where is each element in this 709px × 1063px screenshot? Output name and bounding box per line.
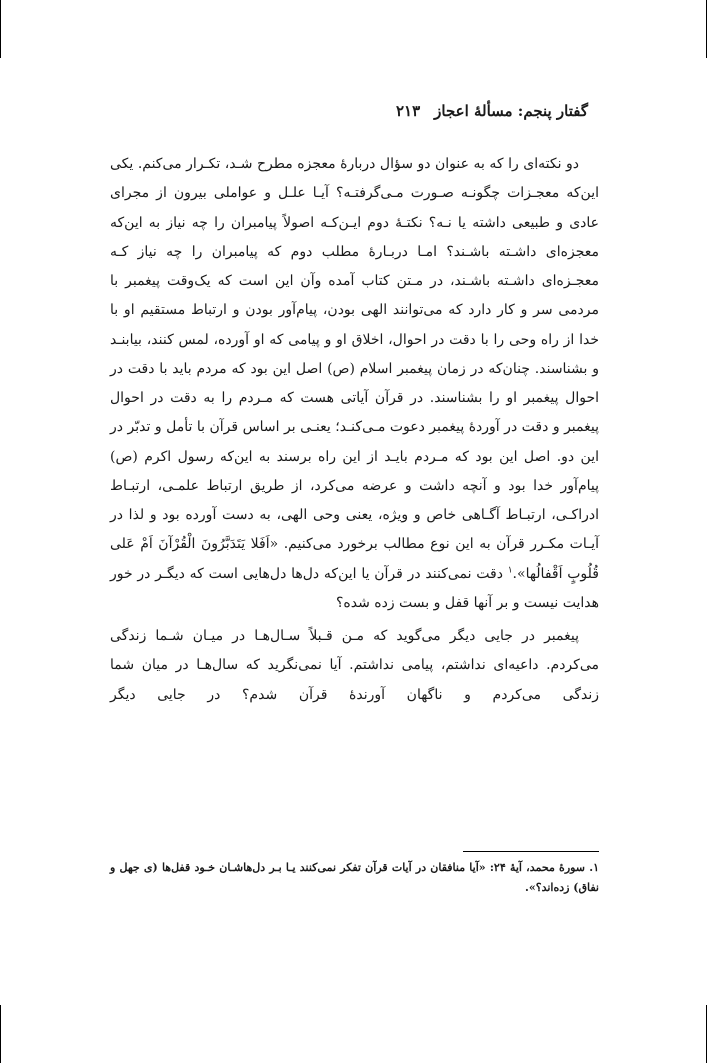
page-number: ۲۱۳ (395, 102, 421, 120)
footnote-reference: ۱ (507, 564, 513, 575)
footnote-divider (463, 851, 599, 852)
chapter-title: گفتار پنجم: مسألهٔ اعجاز (434, 102, 588, 120)
crop-mark-bottom-right (706, 1005, 707, 1063)
paragraph-1-text: دو نکته‌ای را که به عنوان دو سؤال دربارهٔ معجزه مطرح شـد، تکـرار می‌کنم. یکی این‌که معجـزات چگونـه صـورت مـی‌گرفتـه؟ آیـا علـل و عواملی بیرون از مجرای عادی و طبیعی داشته یا نـه؟ نکتـهٔ دوم ایـن‌کـه اصولاً پیامبران را چه نیاز به این‌که معجزه‌ای داشـته باشـند؟ امـا دربـارهٔ مطلب دوم که پیامبران را چه نیاز کـه معجـزه‌ای داشـته باشـند، در مـتن کتاب آمده وآن این است که یک‌وقت پیغمبر با مردمی سر و کار دارد که می‌توانند الهی بودن، پیام‌آور بودن و ارتباط مستقیم او با خدا از راه وحی را با دقت در احوال، اخلاق او و پیامی که او آورده، لمس کنند، بیابنـد و بشناسند. چنان‌که در زمان پیغمبر اسلام (ص) اصل این بود که مردم باید با دقت در احوال پیغمبر او را بشناسند. در قرآن آیاتی هست که مـردم را به دقت در احوال پیغمبر و دقت در آوردهٔ پیغمبر دعوت مـی‌کنـد؛ یعنـی بر اساس قرآن با تأمل و تدبّر در این دو. اصل این بود که مـردم بایـد از این راه برسند به این‌که رسول اکرم (ص) پیام‌آور خدا بود و آنچه داشت و عرضه می‌کرد، از طریق ارتباط علمـی، ارتبـاط ادراکـی، ارتبـاط آگـاهی خاص و ویژه، یعنی وحی الهی، به دست آورده بود و لذا در آیـات مکـرر قرآن به این نوع مطالب برخورد می‌کنیم. «اَفَلا یَتَدَبَّرُونَ الْقُرْآنَ اَمْ عَلی قُلُوبٍ اَقْفالُها». (110, 156, 599, 582)
footnote: ۱. سورهٔ محمد، آیهٔ ۲۴: «آیا منافقان در آیات قرآن تفکر نمی‌کنند یـا بـر دل‌هاشـان خـود قفل‌ها (ی جهل و نفاق) زده‌اند؟». (110, 861, 599, 894)
paragraph-1 (110, 150, 599, 618)
crop-mark-top-left (0, 0, 1, 58)
crop-mark-top-right (706, 0, 707, 58)
crop-mark-bottom-left (0, 1005, 1, 1063)
page-body (110, 150, 599, 710)
paragraph-2: پیغمبر در جایی دیگر می‌گوید که مـن قـبلاً سـال‌هـا در میـان شـما زندگی می‌کردم. داعیه‌ای نداشتم، پیامی نداشتم. آیا نمی‌نگرید که سال‌هـا در میان شما زندگی می‌کردم و ناگهان آورندهٔ قرآن شدم؟ در جایی دیگر (110, 628, 599, 703)
running-header (121, 100, 588, 122)
paragraph-1-end-text: دقت نمی‌کنند در قرآن یا این‌که دل‌ها دل‌هایی است که دیگـر در خور هدایت نیست و بر آنها قفل و بست زده شده؟ (110, 565, 599, 611)
